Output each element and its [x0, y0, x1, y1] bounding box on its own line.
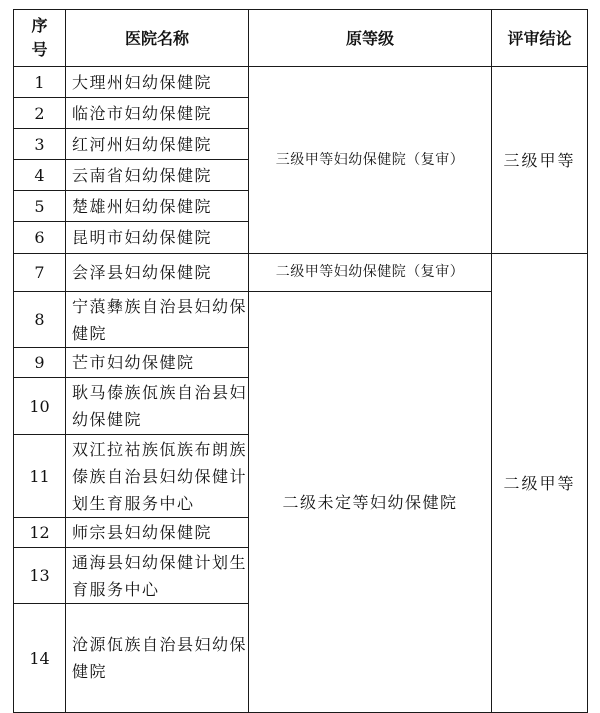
hospital-name: 双江拉祜族佤族布朗族傣族自治县妇幼保健计划生育服务中心	[66, 435, 249, 518]
hospital-name: 大理州妇幼保健院	[66, 67, 249, 98]
table-row	[14, 254, 588, 292]
review-result: 二级甲等	[492, 254, 588, 713]
original-grade: 三级甲等妇幼保健院（复审）	[249, 67, 492, 254]
header-index: 序号	[14, 10, 66, 67]
hospital-name: 耿马傣族佤族自治县妇幼保健院	[66, 378, 249, 435]
hospital-name: 红河州妇幼保健院	[66, 129, 249, 160]
header-hospital-name: 医院名称	[66, 10, 249, 67]
header-review-result: 评审结论	[492, 10, 588, 67]
original-grade: 二级甲等妇幼保健院（复审）	[249, 254, 492, 292]
row-index: 5	[14, 191, 66, 222]
row-index: 14	[14, 604, 66, 713]
original-grade: 二级未定等妇幼保健院	[249, 292, 492, 713]
hospital-name: 沧源佤族自治县妇幼保健院	[66, 604, 249, 713]
row-index: 4	[14, 160, 66, 191]
row-index: 8	[14, 292, 66, 348]
row-index: 12	[14, 518, 66, 548]
hospital-review-table	[13, 9, 588, 713]
hospital-name: 会泽县妇幼保健院	[66, 254, 249, 292]
hospital-name: 通海县妇幼保健计划生育服务中心	[66, 548, 249, 604]
row-index: 2	[14, 98, 66, 129]
hospital-name: 楚雄州妇幼保健院	[66, 191, 249, 222]
hospital-name: 临沧市妇幼保健院	[66, 98, 249, 129]
row-index: 1	[14, 67, 66, 98]
row-index: 6	[14, 222, 66, 254]
header-original-grade: 原等级	[249, 10, 492, 67]
row-index: 11	[14, 435, 66, 518]
table-row	[14, 67, 588, 98]
hospital-name: 宁蒗彝族自治县妇幼保健院	[66, 292, 249, 348]
row-index: 9	[14, 348, 66, 378]
hospital-name: 师宗县妇幼保健院	[66, 518, 249, 548]
hospital-name: 云南省妇幼保健院	[66, 160, 249, 191]
hospital-name: 芒市妇幼保健院	[66, 348, 249, 378]
row-index: 13	[14, 548, 66, 604]
hospital-name: 昆明市妇幼保健院	[66, 222, 249, 254]
row-index: 7	[14, 254, 66, 292]
header-row	[14, 10, 588, 67]
review-result: 三级甲等	[492, 67, 588, 254]
row-index: 10	[14, 378, 66, 435]
row-index: 3	[14, 129, 66, 160]
